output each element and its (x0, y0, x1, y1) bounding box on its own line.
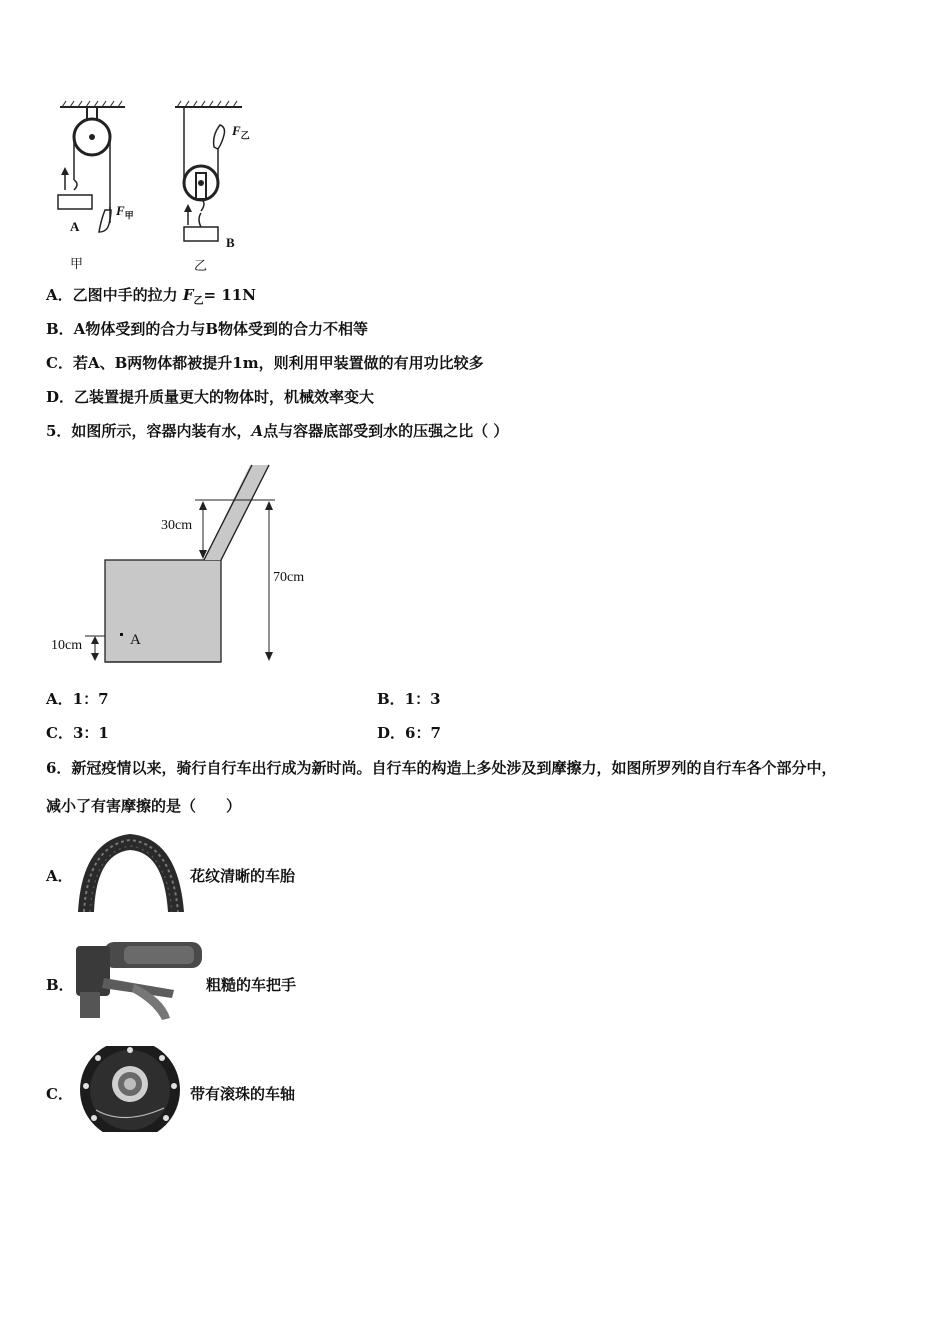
q6-option-b-letter: B． (46, 976, 74, 994)
q4-option-a-sub: 乙 (193, 296, 204, 307)
q6-option-c-text: 带有滚珠的车轴 (190, 1085, 296, 1103)
q5-option-b: B．1：3 (377, 690, 441, 708)
dim-total-label: 70cm (273, 570, 305, 585)
dim-bottom-label: 10cm (51, 638, 83, 653)
q4-option-d: D．乙装置提升质量更大的物体时，机械效率变大 (46, 388, 375, 406)
q4-option-b: B．A物体受到的合力与B物体受到的合力不相等 (46, 320, 368, 338)
q5-option-c: C．3：1 (46, 724, 109, 742)
q4-option-a-force: F (182, 286, 194, 304)
axle-image (74, 1046, 186, 1132)
q6-option-a-letter: A． (46, 867, 73, 885)
container-diagram (45, 460, 335, 675)
q5-stem (46, 421, 508, 441)
handlebar-image (74, 938, 206, 1022)
label-f-jia-letter: F (116, 203, 125, 218)
label-f-yi-sub: 乙 (240, 130, 250, 141)
label-jia: 甲 (70, 256, 84, 271)
pulley-diagram (50, 95, 270, 275)
q5-stem-point: A (251, 422, 264, 440)
dim-top-label: 30cm (161, 518, 193, 533)
label-f-jia-sub: 甲 (124, 210, 134, 221)
point-a-label: A (130, 632, 141, 648)
label-f-yi-letter: F (232, 123, 241, 138)
label-f-yi (232, 123, 250, 142)
label-block-b: B (226, 235, 235, 250)
q5-stem-suffix: 点与容器底部受到水的压强之比（ ） (263, 422, 509, 440)
label-f-jia (116, 203, 134, 222)
label-block-a: A (70, 219, 80, 234)
tire-image (74, 830, 186, 912)
q4-option-c: C．若A、B两物体都被提升1m，则利用甲装置做的有用功比较多 (46, 354, 484, 372)
q5-option-a: A．1：7 (46, 690, 109, 708)
q6-option-b-text: 粗糙的车把手 (206, 976, 297, 994)
q6-option-c-letter: C． (46, 1085, 73, 1103)
q6-option-a-text: 花纹清晰的车胎 (190, 867, 296, 885)
q4-option-a (46, 285, 256, 312)
q5-stem-prefix: 5．如图所示，容器内装有水， (46, 422, 252, 440)
label-yi: 乙 (194, 258, 208, 273)
q4-option-a-value: = 11N (203, 286, 256, 304)
q6-stem-line2: 减小了有害摩擦的是（ ） (46, 797, 242, 815)
q5-option-d: D．6：7 (377, 724, 441, 742)
q4-option-a-text: A．乙图中手的拉力 (46, 286, 178, 304)
tire-icon (74, 830, 186, 912)
handlebar-icon (74, 938, 206, 1022)
q6-stem-line1: 6．新冠疫情以来，骑行自行车出行成为新时尚。自行车的构造上多处涉及到摩擦力，如图所罗列的自行车各个部分中， (46, 759, 837, 777)
container-figure (45, 460, 335, 675)
pulley-figure (50, 95, 270, 275)
axle-icon (74, 1046, 186, 1132)
